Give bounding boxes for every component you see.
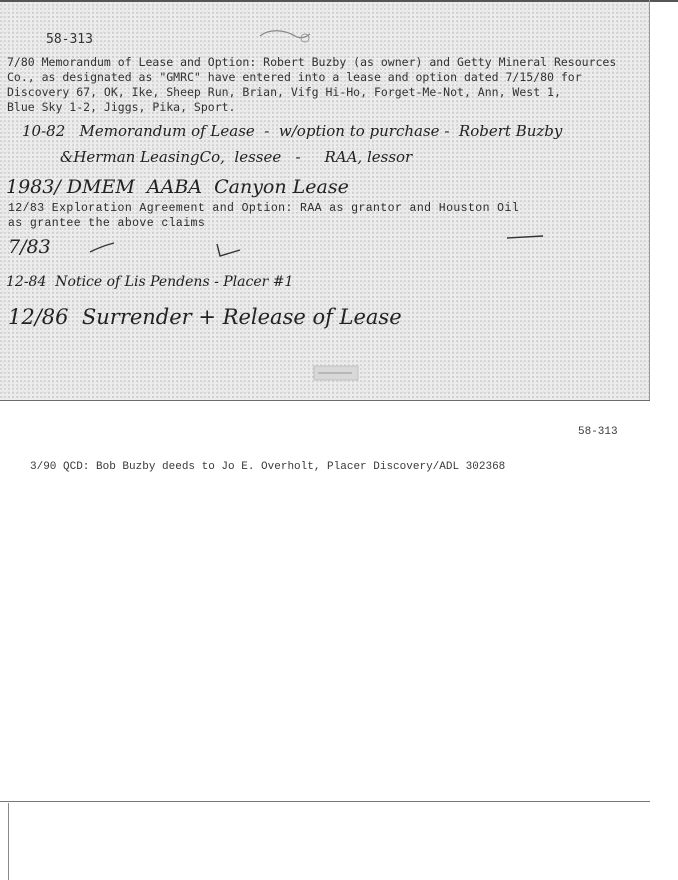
handwritten-line-1284: 12-84 Notice of Lis Pendens - Placer #1 <box>6 274 294 290</box>
handwritten-date-783: 7/83 <box>8 236 51 258</box>
typed-line-3: Discovery 67, OK, Ike, Sheep Run, Brian, Vifg Hi-Ho, Forget-Me-Not, Ann, West 1, <box>7 85 561 99</box>
handwritten-line-1983: 1983/ DMEM AABA Canyon Lease <box>6 176 349 198</box>
stamp-mark-icon <box>255 24 315 46</box>
page2-card-number: 58-313 <box>578 426 618 438</box>
page-divider <box>0 801 650 802</box>
typed-line-4: Blue Sky 1-2, Jiggs, Pika, Sport. <box>7 100 236 114</box>
card-number: 58-313 <box>46 32 93 47</box>
card-right-border <box>649 0 650 400</box>
check-mark-icon <box>88 240 118 256</box>
faint-stamp-icon <box>312 362 362 384</box>
handwritten-line-1286: 12/86 Surrender + Release of Lease <box>8 305 402 329</box>
handwritten-line-lessee: &Herman LeasingCo, lessee - RAA, lessor <box>60 148 413 166</box>
check-mark-icon <box>214 242 244 260</box>
card-top-border <box>0 0 678 2</box>
typed-line-1: 7/80 Memorandum of Lease and Option: Robert Buzby (as owner) and Getty Mineral Resources <box>7 55 617 69</box>
left-page-edge <box>8 803 9 880</box>
typed-1283-line-2: as grantee the above claims <box>8 217 206 230</box>
handwritten-line-1082: 10-82 Memorandum of Lease - w/option to purchase - Robert Buzby <box>22 122 563 140</box>
pen-stroke-mark <box>505 232 545 242</box>
typed-line-2: Co., as designated as "GMRC" have entered into a lease and option dated 7/15/80 for <box>7 70 582 84</box>
page2-entry: 3/90 QCD: Bob Buzby deeds to Jo E. Overholt, Placer Discovery/ADL 302368 <box>30 461 506 473</box>
typed-1283-line-1: 12/83 Exploration Agreement and Option: RAA as grantor and Houston Oil <box>8 202 520 215</box>
